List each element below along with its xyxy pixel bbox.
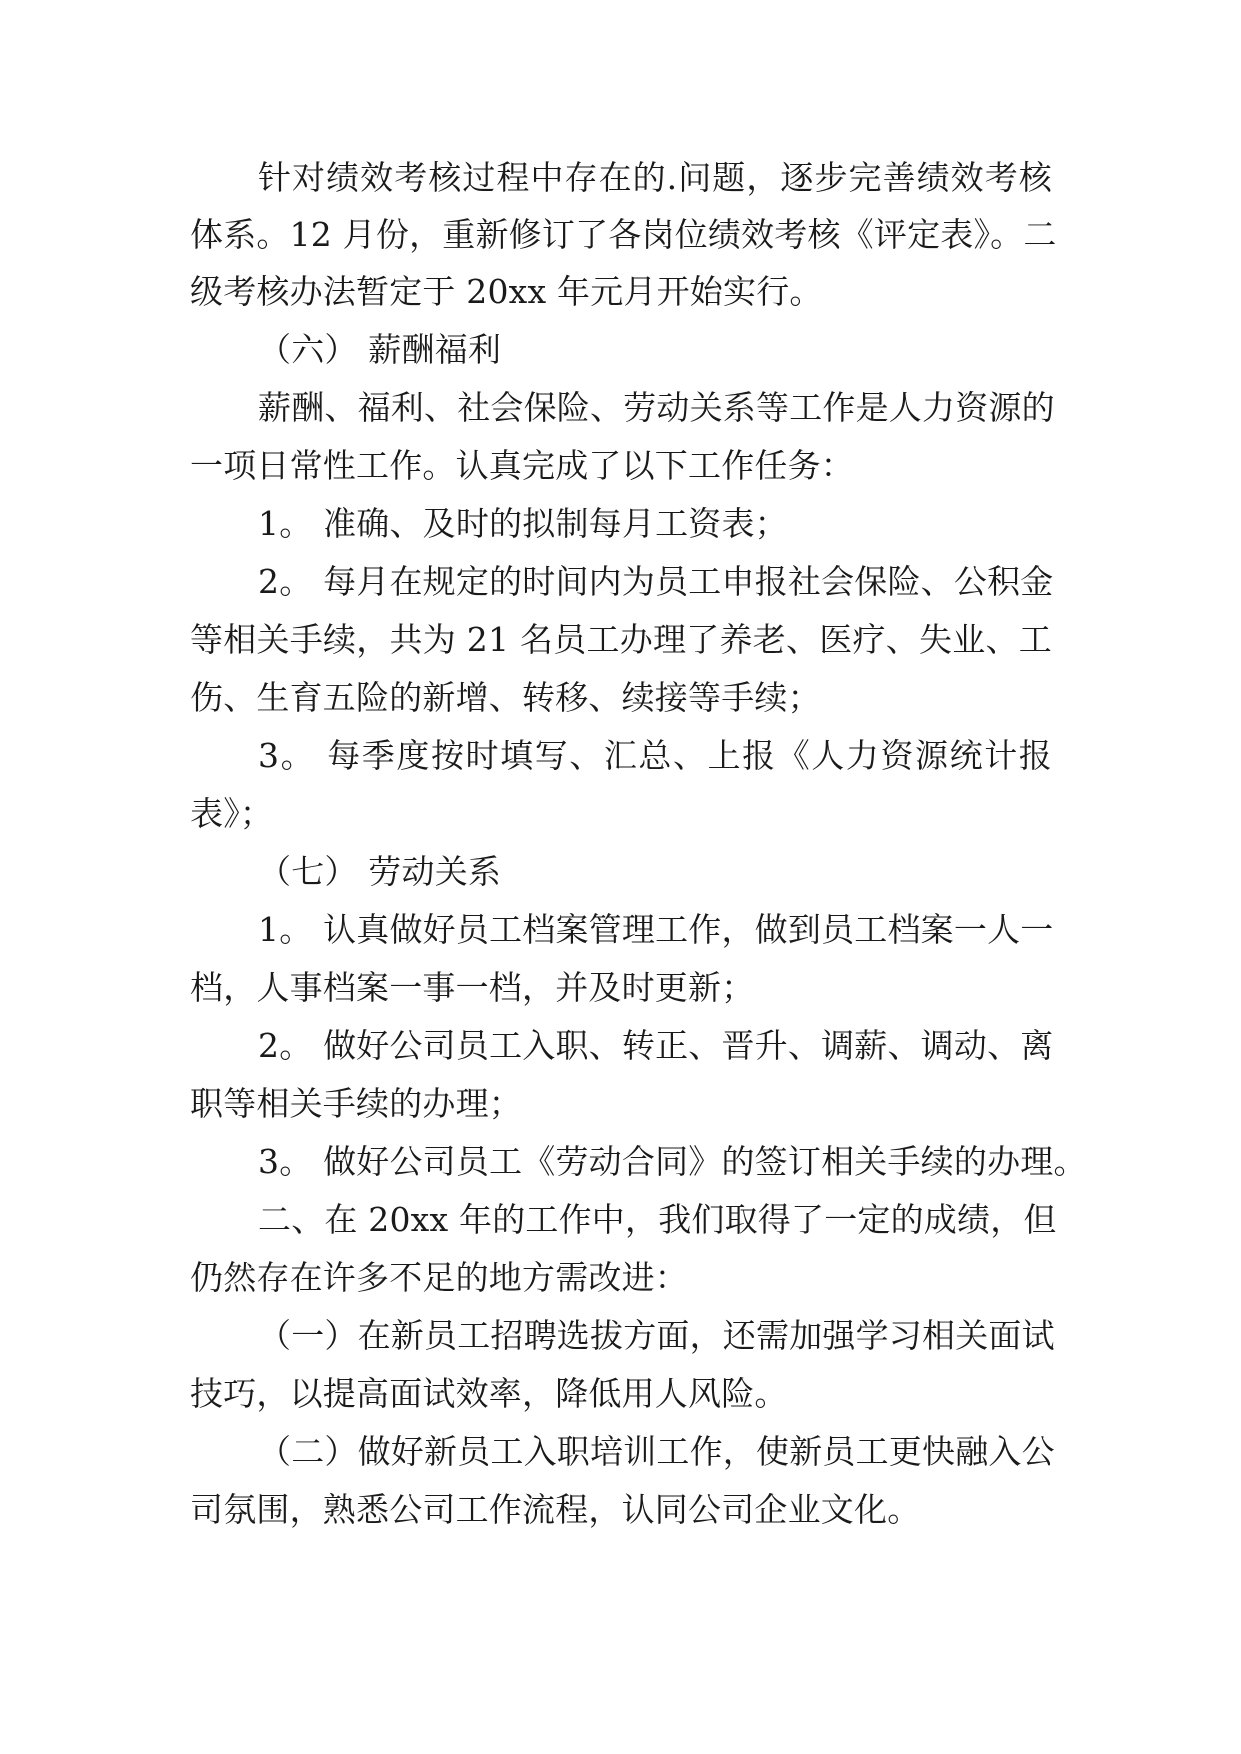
text-line: 职等相关手续的办理； [190,1084,522,1123]
text-line: 表》； [190,794,274,833]
text-line: （二）做好新员工入职培训工作，使新员工更快融入公 [258,1432,1055,1471]
text-line: 二、在 20xx 年的工作中，我们取得了一定的成绩，但 [258,1200,1057,1239]
text-line: （一）在新员工招聘选拔方面，还需加强学习相关面试 [258,1316,1055,1355]
text-line: 一项日常性工作。认真完成了以下工作任务： [190,446,854,485]
text-line: 伤、生育五险的新增、转移、续接等手续； [190,678,821,717]
text-line: 技巧，以提高面试效率，降低用人风险。 [190,1374,788,1413]
text-line: 等相关手续，共为 21 名员工办理了养老、医疗、失业、工 [190,620,1052,659]
text-line: 仍然存在许多不足的地方需改进： [190,1258,688,1297]
section-heading: （六） 薪酬福利 [258,330,502,369]
text-line: 薪酬、福利、社会保险、劳动关系等工作是人力资源的 [258,388,1055,427]
list-item: 2。 做好公司员工入职、转正、晋升、调薪、调动、离 [258,1026,1054,1065]
list-item: 2。 每月在规定的时间内为员工申报社会保险、公积金 [258,562,1054,601]
list-item: 1。 认真做好员工档案管理工作，做到员工档案一人一 [258,910,1054,949]
list-item: 3。 每季度按时填写、汇总、上报《人力资源统计报 [258,736,1052,775]
text-line: 体系。12 月份，重新修订了各岗位绩效考核《评定表》。二 [190,215,1057,254]
text-line: 级考核办法暂定于 20xx 年元月开始实行。 [190,272,823,311]
text-line: 档，人事档案一事一档，并及时更新； [190,968,755,1007]
list-item: 3。 做好公司员工《劳动合同》的签订相关手续的办理。 [258,1142,1087,1181]
section-heading: （七） 劳动关系 [258,852,502,891]
list-item: 1。 准确、及时的拟制每月工资表； [258,504,788,543]
text-line: 针对绩效考核过程中存在的.问题，逐步完善绩效考核 [258,158,1052,197]
text-line: 司氛围，熟悉公司工作流程，认同公司企业文化。 [190,1490,921,1529]
